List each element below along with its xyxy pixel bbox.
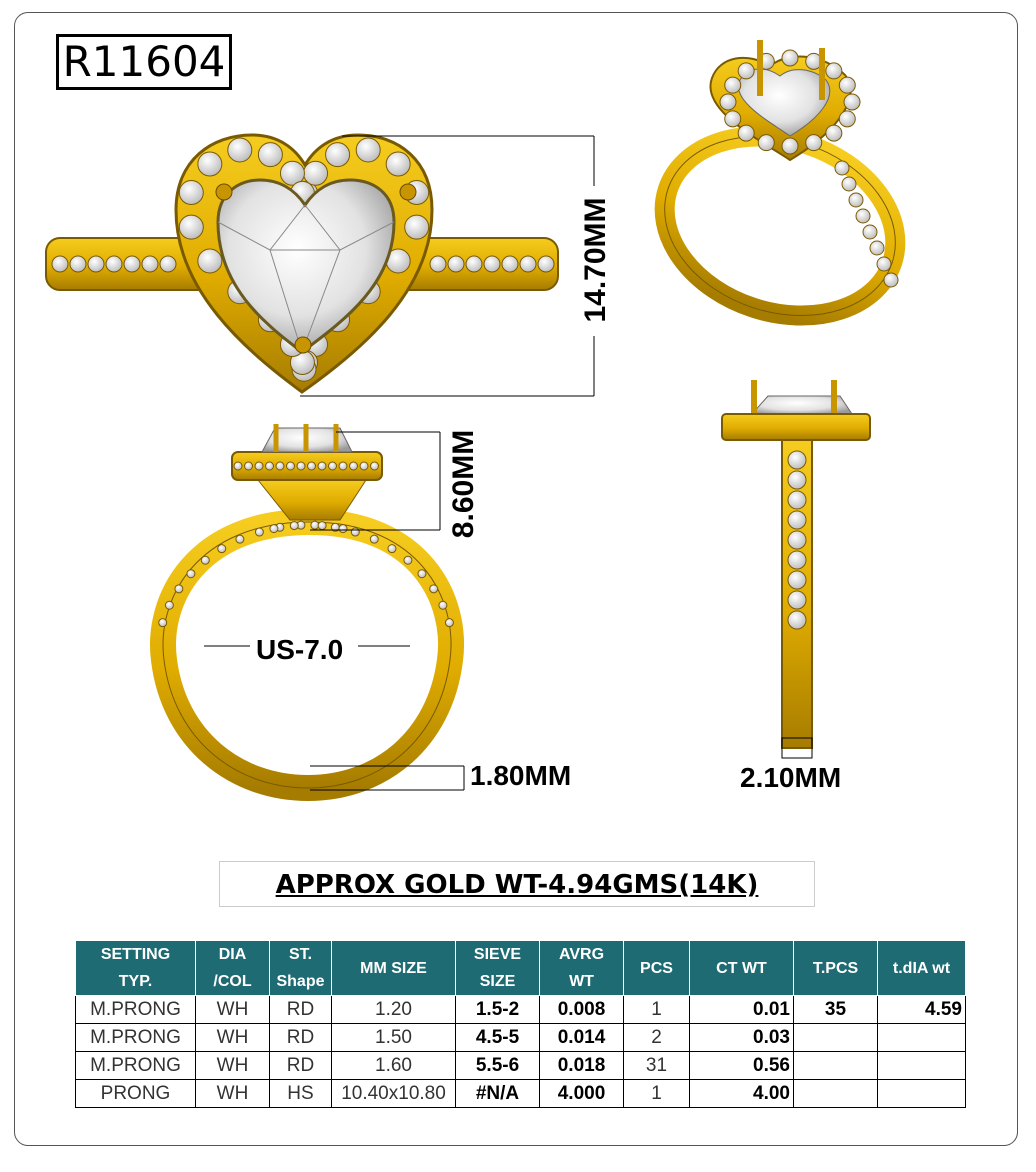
table-cell: 1 (624, 1080, 690, 1108)
table-cell: RD (270, 1052, 332, 1080)
ring-size-label: US-7.0 (256, 634, 344, 665)
table-cell: 0.014 (540, 1024, 624, 1052)
table-cell (878, 1024, 966, 1052)
header-line-2: /COL (213, 973, 252, 990)
table-cell: 4.59 (878, 996, 966, 1024)
table-cell (878, 1052, 966, 1080)
header-line-1: DIA (218, 946, 247, 963)
table-header-cell (878, 941, 966, 996)
side-view-drawing (722, 380, 870, 758)
header-line-2: WT (569, 973, 594, 990)
header-line-1: T.PCS (812, 959, 859, 977)
table-cell: 1.60 (332, 1052, 456, 1080)
table-header-cell (332, 941, 456, 996)
table-header-cell (794, 941, 878, 996)
table-cell: 0.03 (690, 1024, 794, 1052)
table-cell: 5.5-6 (456, 1052, 540, 1080)
table-cell: 0.01 (690, 996, 794, 1024)
table-cell: M.PRONG (76, 996, 196, 1024)
head-height-dimension: 8.60MM (447, 429, 480, 539)
table-row (76, 1080, 966, 1108)
header-line-1: t.dIA wt (892, 959, 951, 977)
header-line-1: SETTING (100, 946, 171, 963)
front-view-drawing (159, 424, 464, 790)
table-cell: 2 (624, 1024, 690, 1052)
table-cell (794, 1080, 878, 1108)
table-row (76, 1052, 966, 1080)
header-line-2: SIZE (479, 973, 516, 990)
table-cell: WH (196, 996, 270, 1024)
table-header-row (76, 941, 966, 996)
table-body (76, 996, 966, 1108)
table-cell: 1.20 (332, 996, 456, 1024)
table-cell: M.PRONG (76, 1052, 196, 1080)
header-line-1: AVRG (558, 946, 605, 963)
table-cell: WH (196, 1080, 270, 1108)
side-width-dimension: 2.10MM (740, 762, 842, 793)
table-cell: 1.5-2 (456, 996, 540, 1024)
top-view-drawing (46, 135, 594, 396)
table-cell: 4.000 (540, 1080, 624, 1108)
header-line-1: SIEVE (473, 946, 522, 963)
header-line-1: MM SIZE (360, 959, 427, 977)
table-cell: 0.56 (690, 1052, 794, 1080)
table-cell: RD (270, 996, 332, 1024)
header-line-2: Shape (276, 973, 325, 990)
shank-width-dimension: 1.80MM (470, 760, 572, 791)
table-cell: WH (196, 1052, 270, 1080)
table-header-cell (196, 941, 270, 996)
table-cell (794, 1052, 878, 1080)
table-header-cell (624, 941, 690, 996)
header-line-1: PCS (640, 959, 673, 977)
table-row (76, 1024, 966, 1052)
table-cell: 4.5-5 (456, 1024, 540, 1052)
table-cell: 35 (794, 996, 878, 1024)
design-code-label: R11604 (56, 34, 232, 90)
table-cell: 31 (624, 1052, 690, 1080)
table-header-cell (540, 941, 624, 996)
table-cell: RD (270, 1024, 332, 1052)
table-cell: 4.00 (690, 1080, 794, 1108)
table-header-cell (270, 941, 332, 996)
table-cell (878, 1080, 966, 1108)
header-line-2: TYP. (118, 973, 153, 990)
table-cell: 0.018 (540, 1052, 624, 1080)
table-header-cell (690, 941, 794, 996)
table-cell: 0.008 (540, 996, 624, 1024)
perspective-view-drawing (641, 40, 919, 344)
table-cell (794, 1024, 878, 1052)
header-line-1: ST. (288, 946, 313, 963)
table-cell: 1.50 (332, 1024, 456, 1052)
table-cell: HS (270, 1080, 332, 1108)
table-cell: WH (196, 1024, 270, 1052)
stone-spec-table (75, 940, 966, 1108)
table-row (76, 996, 966, 1024)
table-header-cell (456, 941, 540, 996)
table-cell: #N/A (456, 1080, 540, 1108)
table-cell: 1 (624, 996, 690, 1024)
table-header-cell (76, 941, 196, 996)
overall-height-dimension: 14.70MM (579, 197, 612, 323)
table-cell: PRONG (76, 1080, 196, 1108)
header-line-1: CT WT (716, 959, 767, 977)
table-cell: 10.40x10.80 (332, 1080, 456, 1108)
table-cell: M.PRONG (76, 1024, 196, 1052)
gold-weight-label: APPROX GOLD WT-4.94GMS(14K) (219, 861, 815, 907)
